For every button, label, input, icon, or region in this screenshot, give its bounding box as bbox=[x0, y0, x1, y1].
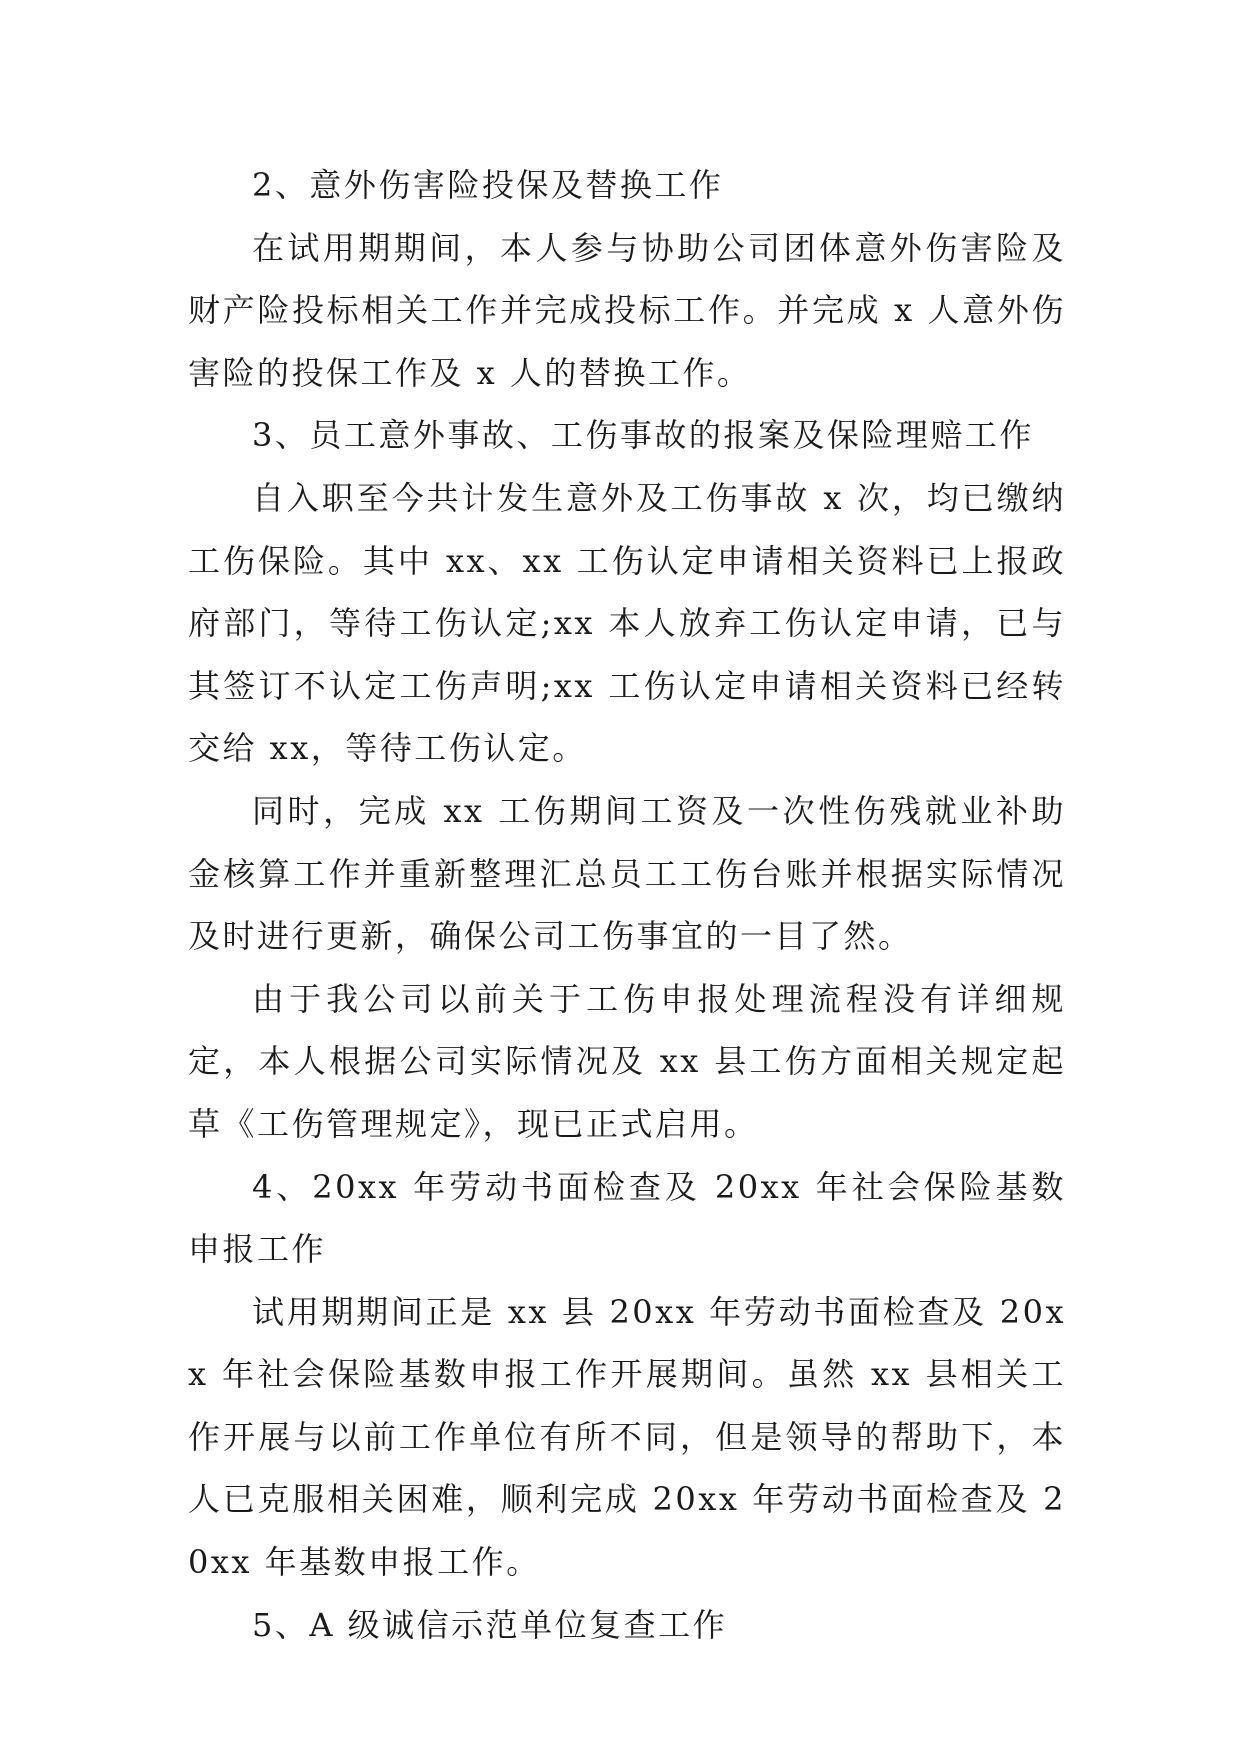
section-heading-claims: 3、员工意外事故、工伤事故的报案及保险理赔工作 bbox=[252, 416, 1034, 455]
section-heading-integrity-review: 5、A 级诚信示范单位复查工作 bbox=[252, 1605, 728, 1644]
section-heading-accident-insurance: 2、意外伤害险投保及替换工作 bbox=[252, 166, 724, 204]
paragraph-injury-regulation: 由于我公司以前关于工伤申报处理流程没有详细规定，本人根据公司实际情况及 xx 县工伤方面相关规定起草《工伤管理规定》，现已正式启用。 bbox=[188, 979, 1066, 1143]
paragraph-labor-inspection: 试用期期间正是 xx 县 20xx 年劳动书面检查及 20xx 年社会保险基数申报工作开展期间。虽然 xx 县相关工作开展与以前工作单位有所不同，但是领导的帮助下，本人已克服相关困难，顺利完成 20xx 年劳动书面检查及 20xx 年基数申报工作。 bbox=[188, 1292, 1066, 1582]
section-heading-labor-inspection: 4、20xx 年劳动书面检查及 20xx 年社会保险基数申报工作 bbox=[188, 1167, 1066, 1269]
paragraph-insurance-bidding: 在试用期期间，本人参与协助公司团体意外伤害险及财产险投标相关工作并完成投标工作。并完成 x 人意外伤害险的投保工作及 x 人的替换工作。 bbox=[188, 228, 1066, 392]
document-body bbox=[188, 154, 1066, 1656]
paragraph-injury-cases: 自入职至今共计发生意外及工伤事故 x 次，均已缴纳工伤保险。其中 xx、xx 工伤认定申请相关资料已上报政府部门，等待工伤认定;xx 本人放弃工伤认定申请，已与其签订不认定工伤声明;xx 工伤认定申请相关资料已经转交给 xx，等待工伤认定。 bbox=[188, 478, 1066, 768]
paragraph-compensation: 同时，完成 xx 工伤期间工资及一次性伤残就业补助金核算工作并重新整理汇总员工工伤台账并根据实际情况及时进行更新，确保公司工伤事宜的一目了然。 bbox=[188, 791, 1066, 956]
